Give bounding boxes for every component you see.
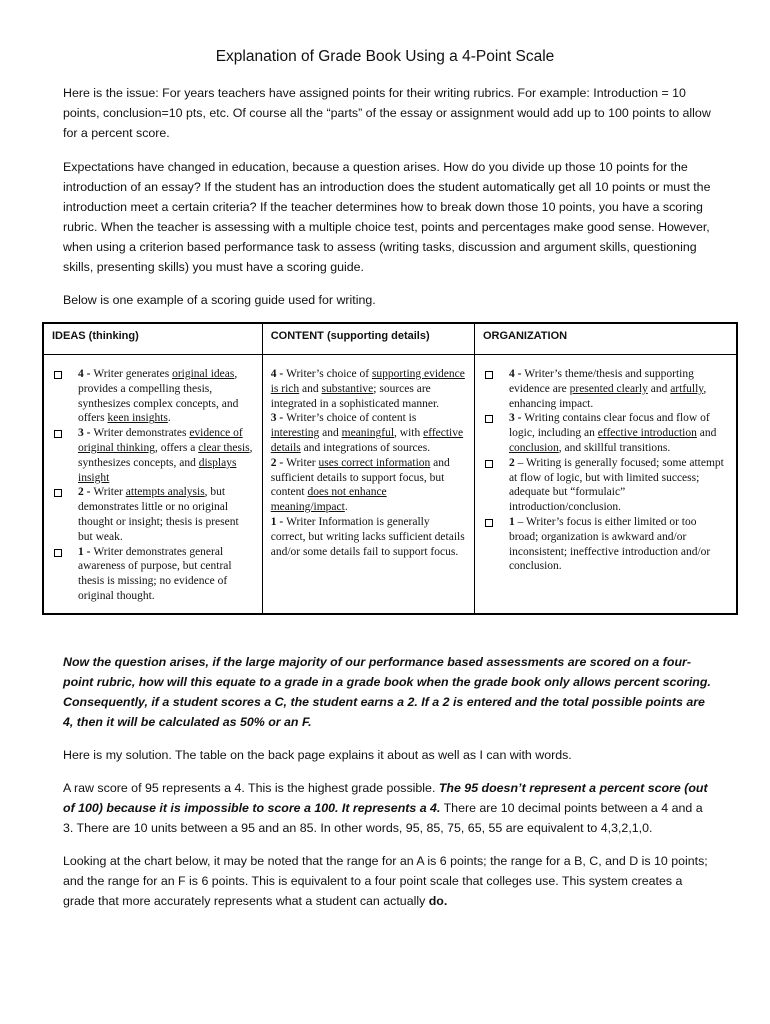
range-paragraph: Looking at the chart below, it may be noted that the range for an A is 6 points; the range for a B, C, and D is 10 points; and the range for an F is 6 points. This is equivalent to a four point scale that colleges use. This system creates a grade that more accurately represents what a student can actually do.	[63, 854, 708, 908]
checkbox-icon	[54, 489, 62, 497]
checkbox-icon	[54, 549, 62, 557]
organization-level-4: 4 - Writer’s theme/thesis and supporting evidence are presented clearly and artfully, enhancing impact.	[485, 367, 728, 411]
solution-paragraph: Here is my solution. The table on the back page explains it about as well as I can with words.	[63, 748, 572, 762]
checkbox-icon	[485, 371, 493, 379]
question-paragraph: Now the question arises, if the large majority of our performance based assessments are scored on a four-point rubric, how will this equate to a grade in a grade book when the grade book only allows percent scoring. Consequently, if a student scores a C, the student earns a 2. If a 2 is entered and the total possible points are 4, then it will be calculated as 50% or an F.	[63, 655, 711, 729]
organization-level-2: 2 – Writing is generally focused; some attempt at flow of logic, but with limited success; adequate but “formulaic” introduction/conclusion.	[485, 456, 728, 515]
checkbox-icon	[485, 519, 493, 527]
content-level-1: 1 - Writer Information is generally correct, but writing lacks sufficient details and/or some details fail to support focus.	[270, 515, 465, 558]
checkbox-icon	[54, 430, 62, 438]
scoring-guide-table	[42, 322, 738, 615]
header-organization: ORGANIZATION	[474, 323, 737, 355]
checkbox-icon	[485, 415, 493, 423]
content-level-4: 4 - Writer’s choice of supporting evidence is rich and substantive; sources are integrated in a sophisticated manner.	[270, 368, 465, 410]
raw-score-paragraph: A raw score of 95 represents a 4. This is the highest grade possible. The 95 doesn’t represent a percent score (out of 100) because it is impossible to score a 100. It represents a 4. There are 10 decimal points between a 4 and a 3. There are 10 units between a 95 and an 85. In other words, 95, 85, 75, 65, 55 are equivalent to 4,3,2,1,0.	[63, 781, 708, 835]
checkbox-icon	[54, 371, 62, 379]
header-content: CONTENT (supporting details)	[262, 323, 474, 355]
content-level-3: 3 - Writer’s choice of content is interesting and meaningful, with effective details and integrations of sources.	[270, 412, 464, 454]
ideas-level-1: 1 - Writer demonstrates general awareness of purpose, but central thesis is missing; no evidence of original thought.	[54, 545, 254, 604]
content-cell	[262, 355, 474, 615]
intro-paragraph: Here is the issue: For years teachers have assigned points for their writing rubrics. For example: Introduction = 10 points, conclusion=10 pts, etc. Of course all the “parts” of the essay or assignment would add up to 100 points to allow for a percent score.	[63, 86, 711, 140]
page-title: Explanation of Grade Book Using a 4-Point Scale	[215, 48, 555, 65]
organization-level-3: 3 - Writing contains clear focus and flow of logic, including an effective introduction and conclusion, and skillful transitions.	[485, 411, 728, 455]
scoring-guide-intro: Below is one example of a scoring guide used for writing.	[63, 293, 376, 307]
checkbox-icon	[485, 460, 493, 468]
organization-level-1: 1 – Writer’s focus is either limited or too broad; organization is awkward and/or inconsistent; ineffective introduction and/or conclusion.	[485, 515, 728, 574]
organization-cell	[474, 355, 737, 615]
ideas-level-3: 3 - Writer demonstrates evidence of original thinking, offers a clear thesis, synthesizes concepts, and displays insight	[54, 426, 254, 485]
header-ideas: IDEAS (thinking)	[43, 323, 262, 355]
ideas-cell	[43, 355, 262, 615]
ideas-level-2: 2 - Writer attempts analysis, but demonstrates little or no original thought or insight; thesis is present but weak.	[54, 485, 254, 544]
ideas-level-4: 4 - Writer generates original ideas, provides a compelling thesis, synthesizes complex concepts, and offers keen insights.	[54, 367, 254, 426]
content-level-2: 2 - Writer uses correct information and sufficient details to support focus, but content does not enhance meaning/impact.	[270, 456, 450, 514]
expectations-paragraph: Expectations have changed in education, because a question arises. How do you divide up those 10 points for the introduction of an essay? If the student has an introduction does the student automatically get all 10 points or must the introduction meet a certain criteria? If the teacher determines how to break down those 10 points, you have a scoring rubric. When the teacher is assessing with a multiple choice test, points and percentages make good sense. However, when using a criterion based performance task to assess (writing tasks, discussion and argument skills, questioning skills, presenting skills) you must have a scoring guide.	[63, 160, 711, 274]
